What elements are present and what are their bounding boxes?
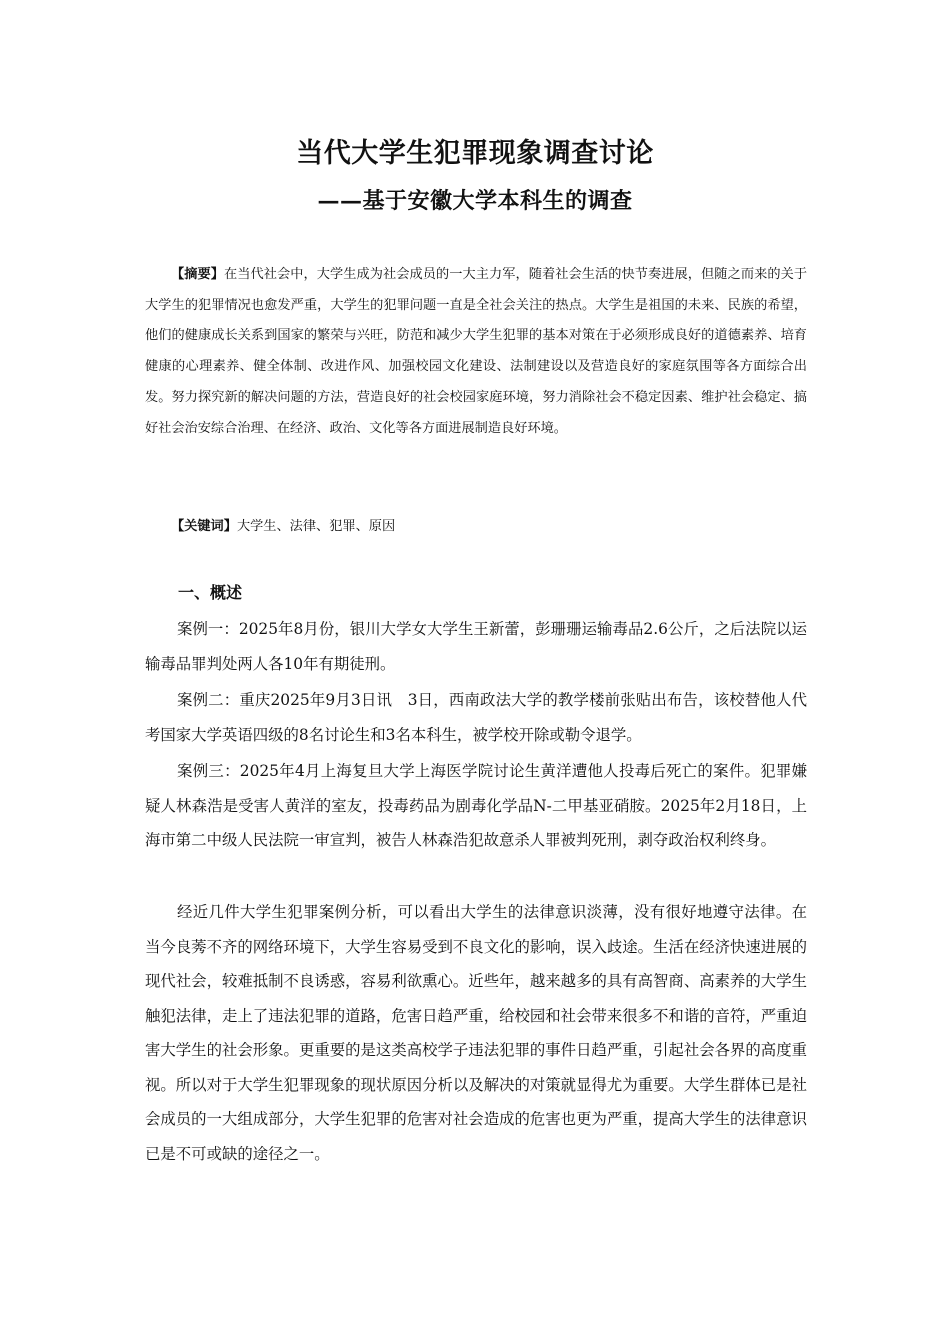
keywords-label: 【关键词】 (171, 519, 237, 534)
abstract-text: 在当代社会中，大学生成为社会成员的一大主力军，随着社会生活的快节奏进展，但随之而来的关于大学生的犯罪情况也愈发严重，大学生的犯罪问题一直是全社会关注的热点。大学生是祖国的未来、民族的希望，他们的健康成长关系到国家的繁荣与兴旺，防范和减少大学生犯罪的基本对策在于必须形成良好的道德素养、培育健康的心理素养、健全体制、改进作风、加强校园文化建设、法制建设以及营造良好的家庭氛围等各方面综合出发。努力探究新的解决问题的方法，营造良好的社会校园家庭环境，努力消除社会不稳定因素、维护社会稳定、搞好社会治安综合治理、在经济、政治、文化等各方面进展制造良好环境。 (145, 267, 808, 436)
document-title: 当代大学生犯罪现象调查讨论 (296, 138, 654, 169)
case-two-paragraph: 案例二：重庆2025年9月3日讯 3日，西南政法大学的教学楼前张贴出布告，该校替他人代考国家大学英语四级的8名讨论生和3名本科生，被学校开除或勒令退学。 (145, 691, 807, 744)
keywords-text: 大学生、法律、犯罪、原因 (236, 519, 396, 534)
document-subtitle: ——基于安徽大学本科生的调查 (317, 188, 633, 214)
abstract-label: 【摘要】 (171, 267, 225, 282)
analysis-paragraph: 经近几件大学生犯罪案例分析，可以看出大学生的法律意识淡薄，没有很好地遵守法律。在当今良莠不齐的网络环境下，大学生容易受到不良文化的影响，误入歧途。生活在经济快速进展的现代社会，较难抵制不良诱惑，容易利欲熏心。近些年，越来越多的具有高智商、高素养的大学生触犯法律，走上了违法犯罪的道路，危害日趋严重，给校园和社会带来很多不和谐的音符，严重迫害大学生的社会形象。更重要的是这类高校学子违法犯罪的事件日趋严重，引起社会各界的高度重视。所以对于大学生犯罪现象的现状原因分析以及解决的对策就显得尤为重要。大学生群体已是社会成员的一大组成部分，大学生犯罪的危害对社会造成的危害也更为严重，提高大学生的法律意识已是不可或缺的途径之一。 (145, 903, 807, 1163)
section-heading-overview: 一、概述 (178, 583, 243, 602)
case-three-paragraph: 案例三：2025年4月上海复旦大学上海医学院讨论生黄洋遭他人投毒后死亡的案件。犯罪嫌疑人林森浩是受害人黄洋的室友，投毒药品为剧毒化学品N-二甲基亚硝胺。2025年2月18日，上海市第二中级人民法院一审宣判，被告人林森浩犯故意杀人罪被判死刑，剥夺政治权利终身。 (145, 762, 807, 849)
keywords-line (145, 512, 807, 542)
abstract-paragraph (145, 260, 807, 444)
case-one-paragraph: 案例一：2025年8月份，银川大学女大学生王新蕾，彭珊珊运输毒品2.6公斤，之后法院以运输毒品罪判处两人各10年有期徒刑。 (145, 620, 807, 673)
